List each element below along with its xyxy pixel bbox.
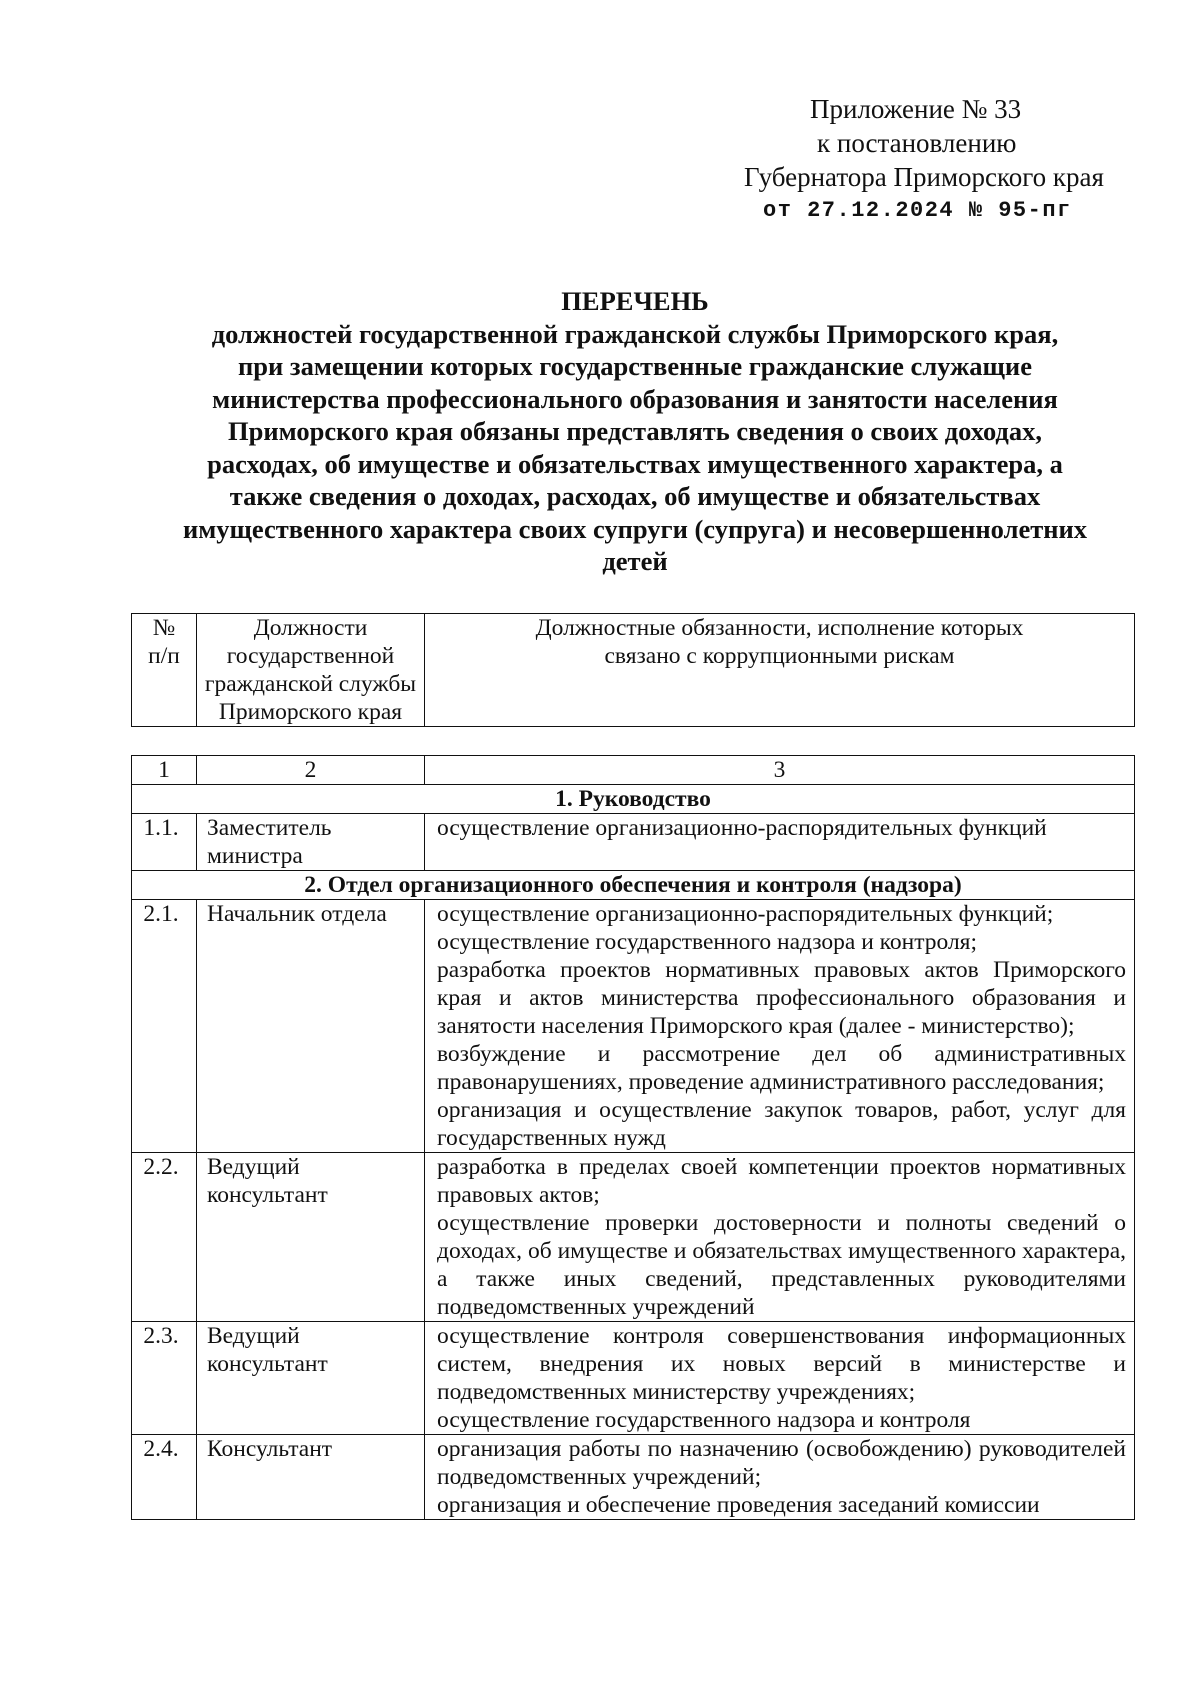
appendix-number: Приложение № 33	[810, 94, 1022, 124]
position-line: министра	[207, 843, 303, 869]
title-line: также сведения о доходах, расходах, об имуществе и обязательствах	[229, 481, 1041, 511]
header-position-line: гражданской службы	[204, 671, 417, 697]
header-duties-line: связано с коррупционными рискам	[604, 643, 955, 669]
duty-item: организация и осуществление закупок товаров, работ, услуг для государственных нужд	[437, 1097, 1126, 1151]
column-number: 2	[197, 756, 425, 785]
position-line: консультант	[207, 1351, 328, 1377]
title-line: детей	[602, 546, 668, 576]
header-num-line: №	[152, 615, 176, 641]
row-number: 2.1.	[132, 900, 197, 1153]
row-position	[197, 814, 425, 871]
header-duties-line: Должностные обязанности, исполнение которых	[535, 615, 1024, 641]
duty-item: организация и обеспечение проведения заседаний комиссии	[437, 1492, 1040, 1518]
column-number: 1	[132, 756, 197, 785]
row-position	[197, 900, 425, 1153]
appendix-governor: Губернатора Приморского края	[744, 162, 1104, 192]
duty-item: осуществление контроля совершенствования информационных систем, внедрения их новых версий в министерстве и подведомственных министерству учреждениях;	[437, 1323, 1126, 1405]
appendix-date-number: от 27.12.2024 № 95-пг	[763, 198, 1072, 223]
duty-item: осуществление проверки достоверности и полноты сведений о доходах, об имуществе и обязательствах имущественного характера, а также иных сведений, представленных руководителями подведомственных учреждений	[437, 1210, 1126, 1320]
position-line: Начальник отдела	[207, 901, 387, 927]
row-number: 2.4.	[132, 1435, 197, 1520]
section-row	[132, 871, 1135, 900]
title-heading: ПЕРЕЧЕНЬ	[561, 286, 709, 316]
row-duties	[425, 814, 1135, 871]
table-row	[132, 1322, 1135, 1435]
header-position-line: Должности	[253, 615, 368, 641]
title-line: расходах, об имуществе и обязательствах имущественного характера, а	[207, 448, 1063, 479]
section-row	[132, 785, 1135, 814]
row-duties	[425, 1322, 1135, 1435]
table-row	[132, 814, 1135, 871]
duty-item: осуществление организационно-распорядительных функций;	[437, 901, 1054, 927]
header-position-cell	[197, 614, 425, 727]
column-number-row	[132, 756, 1135, 785]
table-row	[132, 900, 1135, 1153]
duty-item: осуществление организационно-распорядительных функций	[437, 815, 1047, 841]
header-num-line: п/п	[148, 643, 180, 669]
row-number: 2.3.	[132, 1322, 197, 1435]
header-table	[131, 613, 1135, 727]
duty-item: разработка в пределах своей компетенции проектов нормативных правовых актов;	[437, 1154, 1126, 1208]
title-line: имущественного характера своих супруги (супруга) и несовершеннолетних	[182, 513, 1088, 544]
row-duties	[425, 1435, 1135, 1520]
row-position	[197, 1153, 425, 1322]
position-line: консультант	[207, 1182, 328, 1208]
section-heading-1: 1. Руководство	[132, 785, 1135, 814]
duty-item: разработка проектов нормативных правовых актов Приморского края и актов министерства профессионального образования и занятости населения Приморского края (далее - министерство);	[437, 957, 1126, 1039]
section-heading-2: 2. Отдел организационного обеспечения и контроля (надзора)	[132, 871, 1135, 900]
header-row	[132, 614, 1135, 727]
row-number: 1.1.	[132, 814, 197, 871]
table-row	[132, 1435, 1135, 1520]
appendix-block	[700, 92, 1140, 228]
duty-item: осуществление государственного надзора и контроля	[437, 1407, 971, 1433]
row-duties	[425, 900, 1135, 1153]
position-line: Ведущий	[207, 1323, 300, 1349]
table-row	[132, 1153, 1135, 1322]
title-line: Приморского края обязаны представлять сведения о своих доходах,	[228, 416, 1042, 446]
row-number: 2.2.	[132, 1153, 197, 1322]
duty-item: организация работы по назначению (освобождению) руководителей подведомственных учреждений;	[437, 1436, 1126, 1490]
header-duties-cell	[425, 614, 1135, 727]
header-num-cell	[132, 614, 197, 727]
title-line: должностей государственной гражданской службы Приморского края,	[211, 318, 1059, 349]
duty-item: осуществление государственного надзора и контроля;	[437, 929, 978, 955]
title-line: при замещении которых государственные гражданские служащие	[238, 351, 1032, 381]
title-line: министерства профессионального образования и занятости населения	[212, 383, 1058, 414]
duty-item: возбуждение и рассмотрение дел об административных правонарушениях, проведение административного расследования;	[437, 1041, 1126, 1095]
positions-table	[131, 755, 1135, 1520]
position-line: Консультант	[207, 1436, 333, 1462]
appendix-to-resolution: к постановлению	[817, 128, 1017, 158]
header-position-line: Приморского края	[218, 699, 403, 725]
position-line: Заместитель	[207, 815, 332, 841]
header-position-line: государственной	[226, 643, 395, 669]
position-line: Ведущий	[207, 1154, 300, 1180]
column-number: 3	[425, 756, 1135, 785]
row-position	[197, 1322, 425, 1435]
document-title	[140, 285, 1130, 578]
row-duties	[425, 1153, 1135, 1322]
row-position	[197, 1435, 425, 1520]
